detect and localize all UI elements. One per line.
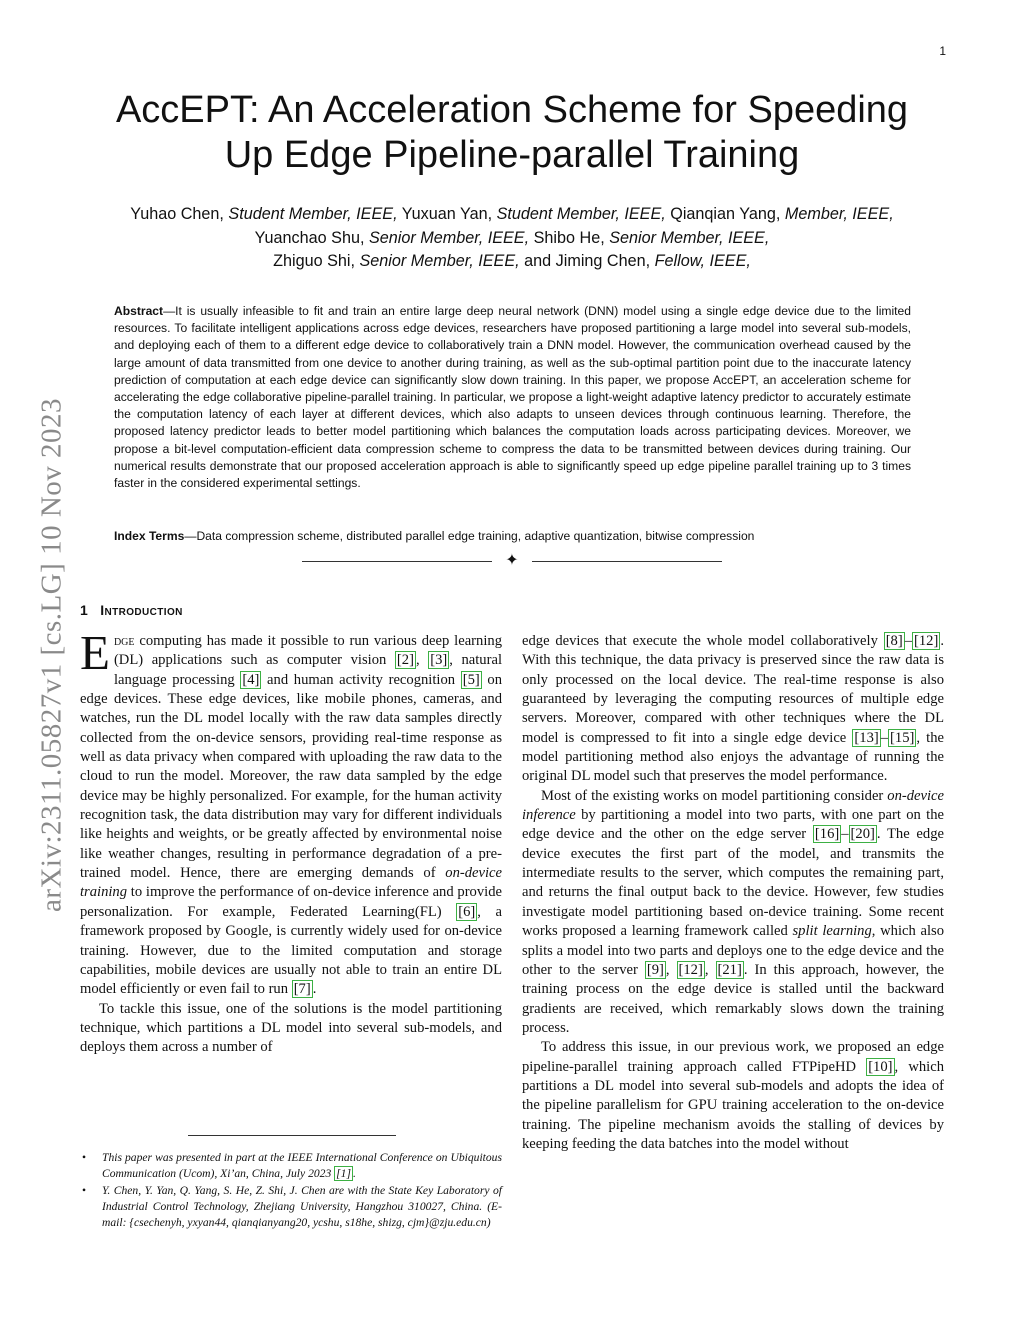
text-run: –: [841, 826, 849, 843]
text-run: to improve the performance of on-device inference and provide personalization. For example, Federated Learning(FL): [80, 884, 502, 920]
text-run: Most of the existing works on model partitioning consider: [540, 787, 888, 804]
author-name: Yuxuan Yan,: [397, 205, 497, 223]
text-run: , a framework proposed by Google, is currently widely used for on-device training. However, due to the limited computation and storage capabilities, mobile devices are usually not able to train an entire DL model efficiently or even fail to run: [80, 903, 502, 998]
author-line-1: [80, 203, 944, 227]
text-run: .: [312, 981, 317, 998]
text-run: ,: [704, 961, 716, 978]
footnote-item: [82, 1150, 502, 1181]
text-run: , the model partitioning method also enjoys the advantage of running the original DL model such that preserves the model performance.: [522, 729, 944, 785]
text-run: . With this technique, the data privacy is preserved since the raw data is only processed on the local device. The real-time response is also guaranteed by leveraging the computing resources of multiple edge servers. Moreover, compared with other techniques where the DL model is compressed to fit into a single edge device: [522, 633, 944, 746]
citation-link[interactable]: [3]: [430, 652, 448, 669]
author-name: Shibo He,: [529, 228, 610, 247]
section-title: Introduction: [100, 602, 183, 618]
text-run: .: [353, 1166, 356, 1180]
text-run: computing has made it possible to run various deep learning (DL) applications such as computer vision: [113, 633, 502, 669]
text-run: , which partitions a DL model into several sub-models and adopts the idea of the pipeline parallelism for GPU training acceleration to the on-device training. The pipeline mechanism avoids the stalling of devices by keeping feeding the data batches into the model without: [522, 1058, 944, 1152]
author-role: Fellow, IEEE,: [654, 252, 751, 270]
citation-link[interactable]: [9]: [646, 961, 664, 978]
author-name: and Jiming Chen,: [519, 252, 655, 270]
citation-link[interactable]: [7]: [293, 981, 311, 998]
citation-link[interactable]: [12]: [914, 633, 939, 649]
author-name: Yuanchao Shu,: [254, 228, 369, 247]
footnotes: [80, 1150, 502, 1233]
dropcap-letter: E: [80, 625, 110, 680]
title-line-1: AccEPT: An Acceleration Scheme for Speeding: [115, 89, 909, 131]
footnote-item: [82, 1183, 502, 1230]
text-run: edge devices that execute the whole model collaboratively: [522, 633, 884, 649]
author-role: Senior Member, IEEE,: [609, 228, 770, 247]
citation-link[interactable]: [5]: [462, 671, 480, 688]
citation-link[interactable]: [20]: [850, 826, 875, 843]
abstract-label: Abstract: [114, 304, 164, 318]
citation-link[interactable]: [2]: [396, 652, 414, 669]
citation-link[interactable]: [6]: [458, 903, 476, 920]
dropcap-rest: dge: [113, 633, 135, 649]
text-run: . In this approach, however, the training process on the edge device is stalled until the backward gradients are received, which remarkably slows down the training process.: [522, 961, 944, 1036]
citation-link[interactable]: [13]: [854, 729, 879, 746]
section-number: 1: [80, 602, 89, 618]
text-run: and human activity recognition: [261, 671, 461, 688]
emphasized-term: on-device inference: [522, 787, 944, 824]
intro-paragraph-2-right: [522, 632, 944, 787]
text-run: . The edge device executes the first part of the model, and transmits the intermediate results to the server, which computes the remaining part, and returns the final output back to the device. However, few studies investigate model partitioning based on-device training. Some recent works proposed a learning framework called: [522, 826, 944, 940]
citation-link[interactable]: [8]: [885, 633, 903, 649]
intro-paragraph-4: [522, 1038, 944, 1154]
text-run: on edge devices. These edge devices, like mobile phones, cameras, and watches, run the DL model locally with the raw data samples directly collected from the on-device sensors, providing real-time response as well as data privacy when compared with uploading the raw data to the cloud to run the model. Moreover, the raw data sampled by the edge device may be highly personalized. For example, for the human activity recognition task, the data distribution may vary for different individuals like heights and weights, or be greatly affected by environmental noise like weather changes, resulting in performance degradation of a pre-trained model. Hence, there are emerging demands of: [80, 671, 503, 882]
text-run: by partitioning a model into two parts, with one part on the edge device and the other on the edge server: [522, 807, 944, 843]
text-run: To address this issue, in our previous work, we proposed an edge pipeline-parallel training approach called FTPipeHD: [522, 1039, 944, 1075]
page-number: 1: [939, 44, 946, 58]
citation-link[interactable]: [21]: [717, 961, 742, 978]
citation-link[interactable]: [10]: [868, 1058, 893, 1075]
text-run: This paper was presented in part at the IEEE International Conference on Ubiquitous Communication (Ucom), Xi’an, China, July 2023: [102, 1151, 502, 1180]
emphasized-term: on-device training: [80, 865, 502, 901]
title-line-2: Up Edge Pipeline-parallel Training: [224, 134, 800, 176]
emphasized-term: split learning: [792, 923, 872, 940]
paper-title: [80, 88, 944, 178]
divider-star-icon: ✦: [505, 552, 519, 569]
index-terms-label: Index Terms: [114, 529, 185, 543]
abstract: [114, 303, 911, 492]
intro-paragraph-1: [80, 625, 503, 1000]
body-column-left: [80, 625, 503, 1058]
text-run: –: [880, 729, 889, 746]
intro-paragraph-3: [522, 787, 944, 1038]
abstract-text: —It is usually infeasible to fit and train an entire large deep neural network (DNN) model using a single edge device due to the limited resources. To facilitate intelligent applications across edge devices, researchers have proposed partitioning a large model into several sub-models, and deploying each of them to a different edge device to collaboratively train a DNN model. However, the communication overhead caused by the large amount of data transmitted from one device to another during training, as well as the sub-optimal partition point due to the inaccurate latency prediction of computation at each edge device can significantly slow down training. In this paper, we propose AccEPT, an acceleration scheme for accelerating the edge collaborative pipeline-parallel training. In particular, we propose a light-weight adaptive latency predictor to accurately estimate the computation latency of each layer at different devices, which also adapts to unseen devices through continuous learning. Therefore, the proposed latency predictor leads to better model partitioning which balances the computation loads across participating devices. Moreover, we propose a bit-level computation-efficient data compression scheme to compress the data to be transmitted between devices during training. Our numerical results demonstrate that our proposed acceleration approach is able to significantly speed up edge pipeline parallel training up to 3 times faster in the considered experimental settings.: [114, 304, 911, 491]
index-terms: [114, 528, 911, 545]
citation-link[interactable]: [16]: [814, 826, 840, 843]
text-run: , natural language processing: [113, 652, 502, 688]
bullet-icon: •: [82, 1184, 87, 1198]
author-name: Qianqian Yang,: [665, 205, 785, 223]
section-heading-introduction: [80, 602, 183, 618]
text-run: Y. Chen, Y. Yan, Q. Yang, S. He, Z. Shi, J. Chen are with the State Key Laboratory of Industrial Control Technology, Zhejiang University, Hangzhou 310027, China. (E-mail: {csechenyh, yxyan44, qianqianyang20, ycshu, s18he, shizg, cjm}@zju.edu.cn): [102, 1184, 502, 1229]
author-role: Senior Member, IEEE,: [368, 228, 530, 247]
citation-link[interactable]: [1]: [336, 1166, 351, 1180]
citation-link[interactable]: [15]: [890, 729, 915, 746]
intro-paragraph-2-left: [80, 1000, 502, 1058]
text-run: ,: [415, 652, 429, 669]
author-role: Student Member, IEEE,: [496, 205, 666, 223]
divider-rule-right: [532, 561, 722, 562]
author-role: Student Member, IEEE,: [228, 205, 398, 223]
index-terms-text: —Data compression scheme, distributed parallel edge training, adaptive quantization, bitwise compression: [184, 529, 755, 543]
text-run: –: [904, 633, 913, 649]
author-role: Member, IEEE,: [784, 205, 894, 223]
body-column-right: [522, 632, 944, 1154]
footnote-rule: [188, 1135, 396, 1136]
author-line-2: [80, 227, 944, 251]
author-line-3: [80, 250, 944, 274]
divider-rule-left: [302, 561, 492, 562]
author-name: Yuhao Chen,: [130, 205, 229, 223]
bullet-icon: •: [82, 1151, 87, 1164]
author-name: Zhiguo Shi,: [273, 252, 360, 270]
text-run: To tackle this issue, one of the solutions is the model partitioning technique, which partitions a DL model into several sub-models, and deploys them across a number of: [80, 1000, 502, 1056]
citation-link[interactable]: [4]: [242, 671, 260, 688]
text-run: , which also splits a model into two parts and deploys one to the edge device and the other to the server: [522, 923, 944, 978]
author-role: Senior Member, IEEE,: [359, 252, 520, 270]
arxiv-identifier-stamp[interactable]: arXiv:2311.05827v1 [cs.LG] 10 Nov 2023: [35, 397, 68, 913]
author-list: [80, 203, 944, 274]
section-divider: [302, 553, 722, 569]
text-run: ,: [665, 961, 677, 978]
citation-link[interactable]: [12]: [678, 961, 703, 978]
